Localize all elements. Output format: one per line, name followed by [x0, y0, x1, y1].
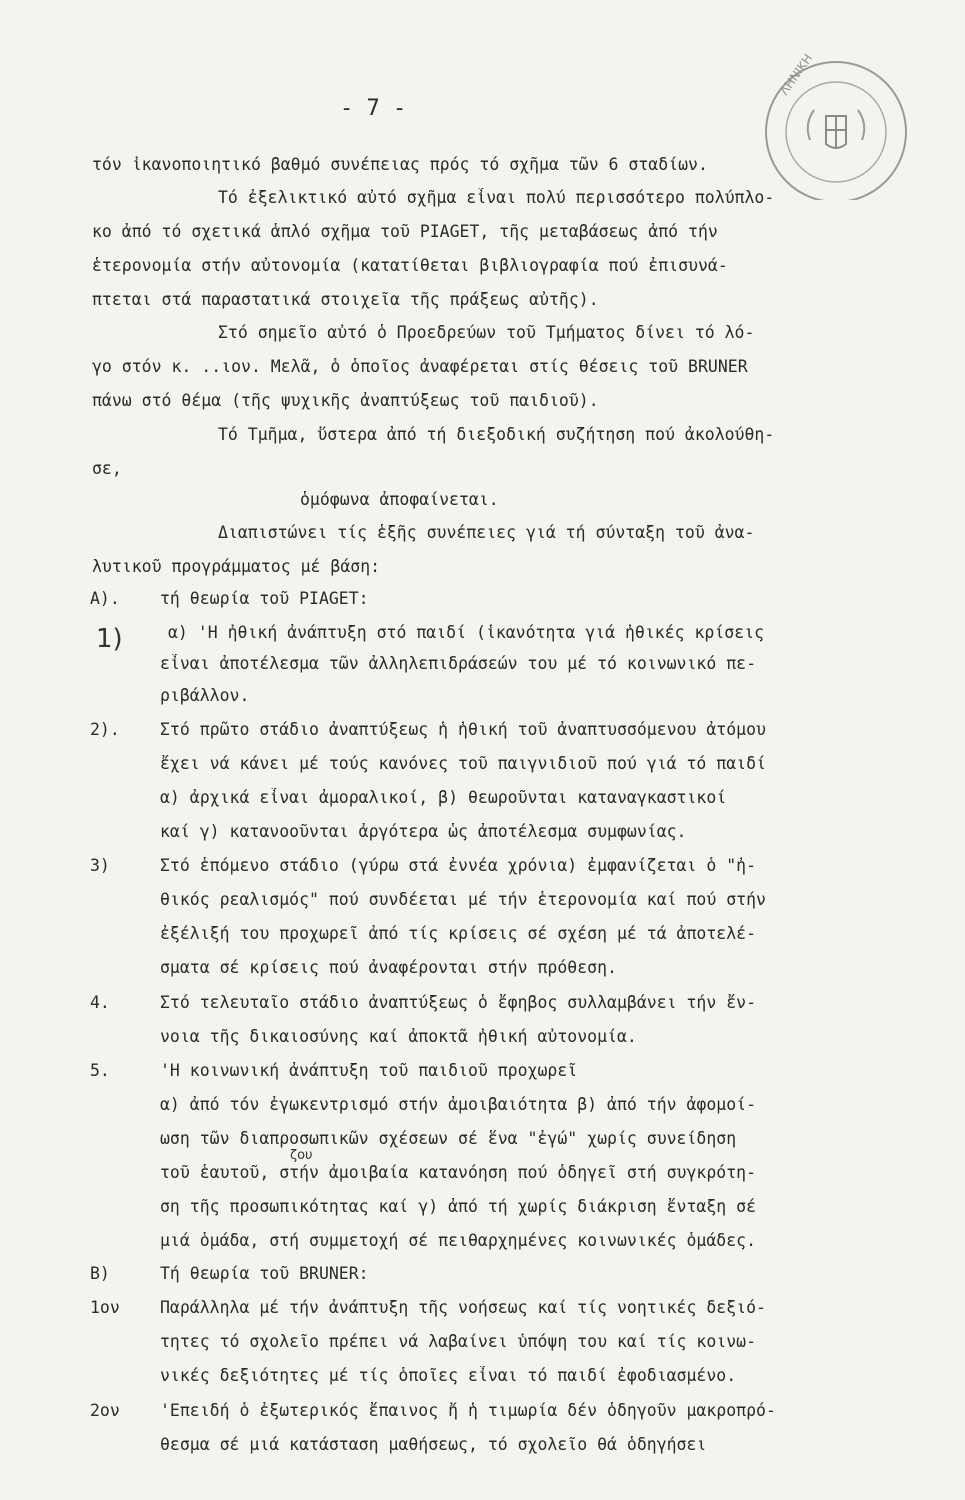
text-line: Τό ἐξελικτικό αὐτό σχῆμα εἶναι πολύ περισσότερο πολύπλο-: [218, 188, 775, 207]
text-line: α) ἀπό τόν ἐγωκεντρισμό στήν ἀμοιβαιότητα β) ἀπό τήν ἀφομοί-: [160, 1095, 757, 1114]
text-line: Στό τελευταῖο στάδιο ἀναπτύξεως ὁ ἔφηβος συλλαμβάνει τήν ἔν-: [160, 993, 757, 1012]
text-line: Στό σημεῖο αὐτό ὁ Προεδρεύων τοῦ Τμήματος δίνει τό λό-: [218, 323, 755, 342]
section-heading: τή θεωρία τοῦ PIAGET:: [160, 589, 369, 608]
text-line: γο στόν κ. ..ιον. Μελᾶ, ὁ ὁποῖος ἀναφέρεται στίς θέσεις τοῦ BRUNER: [92, 357, 748, 376]
text-line: νικές δεξιότητες μέ τίς ὁποῖες εἶναι τό παιδί ἐφοδιασμένο.: [160, 1366, 737, 1385]
text-line: σε,: [92, 459, 122, 478]
item-label: 3): [90, 856, 110, 875]
text-line: λυτικοῦ προγράμματος μέ βάση:: [92, 557, 381, 576]
page-number: - 7 -: [340, 96, 407, 121]
text-line: ἐξέλιξή του προχωρεῖ ἀπό τίς κρίσεις σέ σχέση μέ τά ἀποτελέ-: [160, 924, 757, 943]
text-line: 'Επειδή ὁ ἐξωτερικός ἔπαινος ἤ ἡ τιμωρία δέν ὁδηγοῦν μακροπρό-: [160, 1401, 776, 1420]
text-line: ωση τῶν διαπροσωπικῶν σχέσεων σέ ἕνα "ἐγώ" χωρίς συνείδηση: [160, 1129, 737, 1148]
text-line: τοῦ ἑαυτοῦ, στήν ἀμοιβαία κατανόηση πού ὁδηγεῖ στή συγκρότη-: [160, 1163, 757, 1182]
item-label: 4.: [90, 993, 110, 1012]
text-line: εἶναι ἀποτέλεσμα τῶν ἀλληλεπιδράσεών του μέ τό κοινωνικό πε-: [160, 654, 757, 673]
text-line: α) 'Η ἠθική ἀνάπτυξη στό παιδί (ἱκανότητα γιά ἠθικές κρίσεις: [168, 623, 765, 642]
section-label: A).: [90, 589, 120, 608]
text-line: Στό ἑπόμενο στάδιο (γύρω στά ἐννέα χρόνια) ἐμφανίζεται ὁ "ἠ-: [160, 856, 757, 875]
text-line: ἑτερονομία στήν αὐτονομία (κατατίθεται βιβλιογραφία πού ἐπισυνά-: [92, 256, 728, 275]
text-line: κο ἀπό τό σχετικά ἁπλό σχῆμα τοῦ PIAGET, τῆς μεταβάσεως ἀπό τήν: [92, 222, 718, 241]
item-label: 5.: [90, 1061, 110, 1080]
text-line: ριβάλλον.: [160, 686, 250, 705]
text-line: μιά ὁμάδα, στή συμμετοχή σέ πειθαρχημένες κοινωνικές ὁμάδες.: [160, 1231, 757, 1250]
item-label: 1ον: [90, 1298, 120, 1317]
text-line: τητες τό σχολεῖο πρέπει νά λαβαίνει ὑπόψη του καί τίς κοινω-: [160, 1332, 757, 1351]
text-line: θικός ρεαλισμός" πού συνδέεται μέ τήν ἑτερονομία καί πού στήν: [160, 890, 766, 909]
handwritten-insertion: ζου: [290, 1148, 313, 1163]
text-line: ἔχει νά κάνει μέ τούς κανόνες τοῦ παιγνιδιοῦ πού γιά τό παιδί: [160, 754, 766, 773]
text-line: θεσμα σέ μιά κατάσταση μαθήσεως, τό σχολεῖο θά ὁδηγήσει: [160, 1435, 707, 1454]
text-line: νοια τῆς δικαιοσύνης καί ἀποκτᾶ ἠθική αὐτονομία.: [160, 1027, 637, 1046]
item-label: 2ον: [90, 1401, 120, 1420]
text-line: τόν ἱκανοποιητικό βαθμό συνέπειας πρός τό σχῆμα τῶν 6 σταδίων.: [92, 155, 708, 174]
section-heading: Τή θεωρία τοῦ BRUNER:: [160, 1264, 369, 1283]
text-line: Παράλληλα μέ τήν ἀνάπτυξη τῆς νοήσεως καί τίς νοητικές δεξιό-: [160, 1298, 766, 1317]
text-line: σματα σέ κρίσεις πού ἀναφέρονται στήν πρόθεση.: [160, 958, 617, 977]
text-line: Στό πρῶτο στάδιο ἀναπτύξεως ἡ ἠθική τοῦ ἀναπτυσσόμενου ἀτόμου: [160, 720, 766, 739]
text-line: πτεται στά παραστατικά στοιχεῖα τῆς πράξεως αὐτῆς).: [92, 290, 599, 309]
text-line: ὁμόφωνα ἀποφαίνεται.: [300, 490, 499, 509]
text-line: καί γ) κατανοοῦνται ἀργότερα ὡς ἀποτέλεσμα συμφωνίας.: [160, 822, 687, 841]
text-line: 'Η κοινωνική ἀνάπτυξη τοῦ παιδιοῦ προχωρεῖ: [160, 1061, 578, 1080]
item-label: 2).: [90, 720, 120, 739]
official-seal-stamp: [728, 50, 948, 200]
section-label: B): [90, 1264, 110, 1283]
text-line: α) ἀρχικά εἶναι ἀμοραλικοί, β) θεωροῦνται καταναγκαστικοί: [160, 788, 727, 807]
text-line: Διαπιστώνει τίς ἑξῆς συνέπειες γιά τή σύνταξη τοῦ ἀνα-: [218, 523, 755, 542]
handwritten-item-number: 1): [96, 624, 123, 654]
text-line: ση τῆς προσωπικότητας καί γ) ἀπό τή χωρίς διάκριση ἔνταξη σέ: [160, 1197, 757, 1216]
text-line: Τό Τμῆμα, ὕστερα ἀπό τή διεξοδική συζήτηση πού ἀκολούθη-: [218, 425, 775, 444]
svg-text:ΛΗΝΙΚΗ: ΛΗΝΙΚΗ: [776, 51, 816, 98]
text-line: πάνω στό θέμα (τῆς ψυχικῆς ἀναπτύξεως τοῦ παιδιοῦ).: [92, 391, 599, 410]
